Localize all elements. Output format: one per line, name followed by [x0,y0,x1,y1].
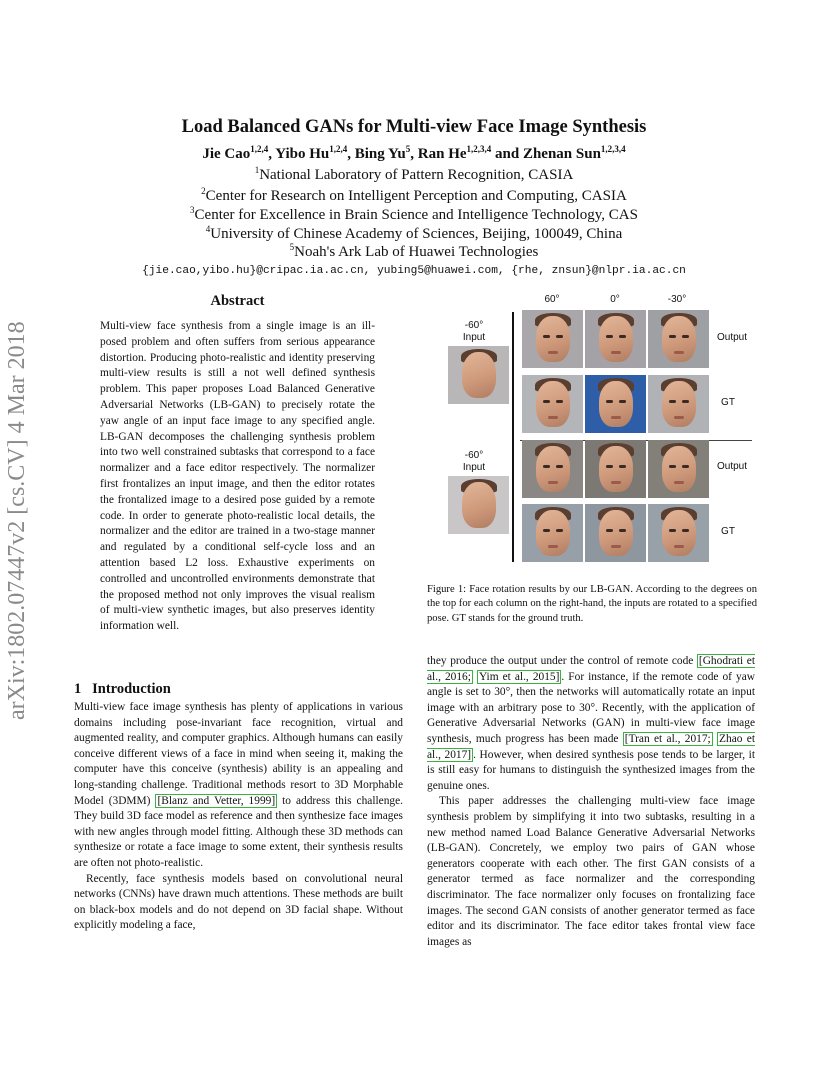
affiliation: $^4$University of Chinese Academy of Sciences, Beijing, 100049, China [205,224,623,242]
citation-link[interactable]: [Ghodrati et al., 2016; [427,655,755,683]
ground-truth-face-image [648,375,709,433]
row-label: Output [716,332,748,343]
affiliation: $^3$Center for Excellence in Brain Science and Intelligence Technology, CAS [190,205,638,223]
paragraph: they produce the output under the control of remote code [Ghodrati et al., 2016; Yim et al., 2015] . For instance, if the remote code of yaw angle is set to 30°, then the networks will automatically rotate an input image with an arbitrary pose to 30°. Recently, with the application of Generative Adversarial Networks (GAN) in multi-view face image synthesis, much progress has been made [Tran et al., 2017; Zhao et al., 2017] . However, when desired synthesis pose tends to be larger, it is still easy for humans to distinguish the synthesized images from the genuine ones. [427,655,755,792]
author: Jie Cao [202,146,251,162]
paragraph: Multi-view face image synthesis has plenty of applications in various domains including pose-invariant face recognition, virtual and augmented reality, and computer graphics. Although humans can easily conceive different views of a face in mind when seeing it, making the computer have this conceive (synthesis) ability is an appealing and long-standing challenge. Traditional methods resort to 3D Morphable Model (3DMM) [Blanz and Vetter, 1999] to address this challenge. They build 3D face model as reference and then synthesize face images with new angles through model fitting. Although these 3D methods can synthesize or rotate a face image to some extent, their synthesis results are often not photo-realistic. [74,701,403,869]
output-face-image [648,310,709,368]
ground-truth-face-image [585,504,646,562]
abstract-heading: Abstract [210,293,265,309]
row-label: Output [716,461,748,472]
figure-divider [512,312,514,562]
citation-link[interactable]: Zhao et al., 2017] [427,732,755,761]
ground-truth-face-image [522,504,583,562]
figure-caption: Figure 1: Face rotation results by our LB-GAN. According to the degrees on the top for each column on the right-hand, the inputs are rotated to a specified pose. GT stands for the ground truth. [427,584,757,624]
input-face-image [448,346,509,404]
author-list: Jie Cao$^{1,2,4}$, Yibo Hu$^{1,2,4}$, Bing Yu$^5$, Ran He$^{1,2,3,4}$ and Zhenan Sun$^{1,2,3,4}$ [202,144,626,162]
column-label: 0° [610,294,620,305]
intro-right-column [427,654,755,950]
arxiv-identifier: arXiv:1802.07447v2 [cs.CV] 4 Mar 2018 [4,321,30,720]
author-emails: {jie.cao,yibo.hu}@cripac.ia.ac.cn, yubing5@huawei.com, {rhe, znsun}@nlpr.ia.ac.cn [142,265,686,277]
affiliation: $^1$National Laboratory of Pattern Recognition, CASIA [254,165,574,183]
affiliation: $^5$Noah's Ark Lab of Huawei Technologies [289,242,539,260]
author: Ran He [417,146,467,162]
affiliation: $^2$Center for Research on Intelligent Perception and Computing, CASIA [201,186,627,204]
column-label: -30° [667,294,687,305]
output-face-image [585,440,646,498]
row-label: GT [721,397,735,408]
paragraph: Recently, face synthesis models based on convolutional neural networks (CNNs) have drawn much attentions. These methods are built on black-box models and do not depend on 3D facial shape. Without explicitly modeling a face, [74,872,403,932]
citation-link[interactable]: [Blanz and Vetter, 1999] [157,794,276,807]
author: Bing Yu [354,146,406,162]
figure-1 [440,290,760,575]
row-label: GT [721,526,735,537]
abstract-text: Multi-view face synthesis from a single image is an ill-posed problem and often suffers from serious appearance distortion. Producing photo-realistic and identity preserving multi-view results is still a not well defined synthesis problem. This paper proposes Load Balanced Generative Adversarial Networks (LB-GAN) to precisely rotate the yaw angle of an input face image to any specified angle. LB-GAN decomposes the challenging synthesis problem into two well constrained subtasks that correspond to a face normalizer and a face editor respectively. The normalizer first frontalizes an input image, and then the editor rotates the frontalized image to a desired pose guided by a remote code. In order to generate photo-realistic local details, the normalizer and the editor are trained in a two-stage manner and regulated by a conditional self-cycle loss and an attention based L2 loss. Exhaustive experiments on controlled and uncontrolled environments demonstrate that the proposed method not only improves the visual realism of multi-view synthetic images, but also preserves identity information well. [100,320,375,633]
ground-truth-face-image [585,375,646,433]
input-label: -60° Input [462,320,486,343]
citation-link[interactable]: Yim et al., 2015] [478,670,560,683]
output-face-image [648,440,709,498]
author: Yibo Hu [275,146,330,162]
output-face-image [585,310,646,368]
intro-left-column [74,700,403,934]
section-heading: 1 Introduction [74,681,171,697]
output-face-image [522,440,583,498]
input-face-image [448,476,509,534]
author: Zhenan Sun [522,146,601,162]
ground-truth-face-image [648,504,709,562]
output-face-image [522,310,583,368]
column-label: 60° [544,294,560,305]
citation-link[interactable]: [Tran et al., 2017; [624,732,711,745]
input-label: -60° Input [462,450,486,473]
paper-title: Load Balanced GANs for Multi-view Face Image Synthesis [181,117,647,137]
paragraph: This paper addresses the challenging multi-view face image synthesis problem by simplifying it into two subtasks, resulting in a new method named Load Balance Generative Adversarial Networks (LB-GAN). Concretely, we employ two pairs of GAN whose generators cooperate with each other. The first GAN consists of a generator termed as face normalizer and the corresponding discriminator. The face normalizer only focuses on frontalizing face images. The second GAN consists of another generator termed as face editor and its discriminator. The face editor takes frontal view face images as [427,795,755,948]
ground-truth-face-image [522,375,583,433]
